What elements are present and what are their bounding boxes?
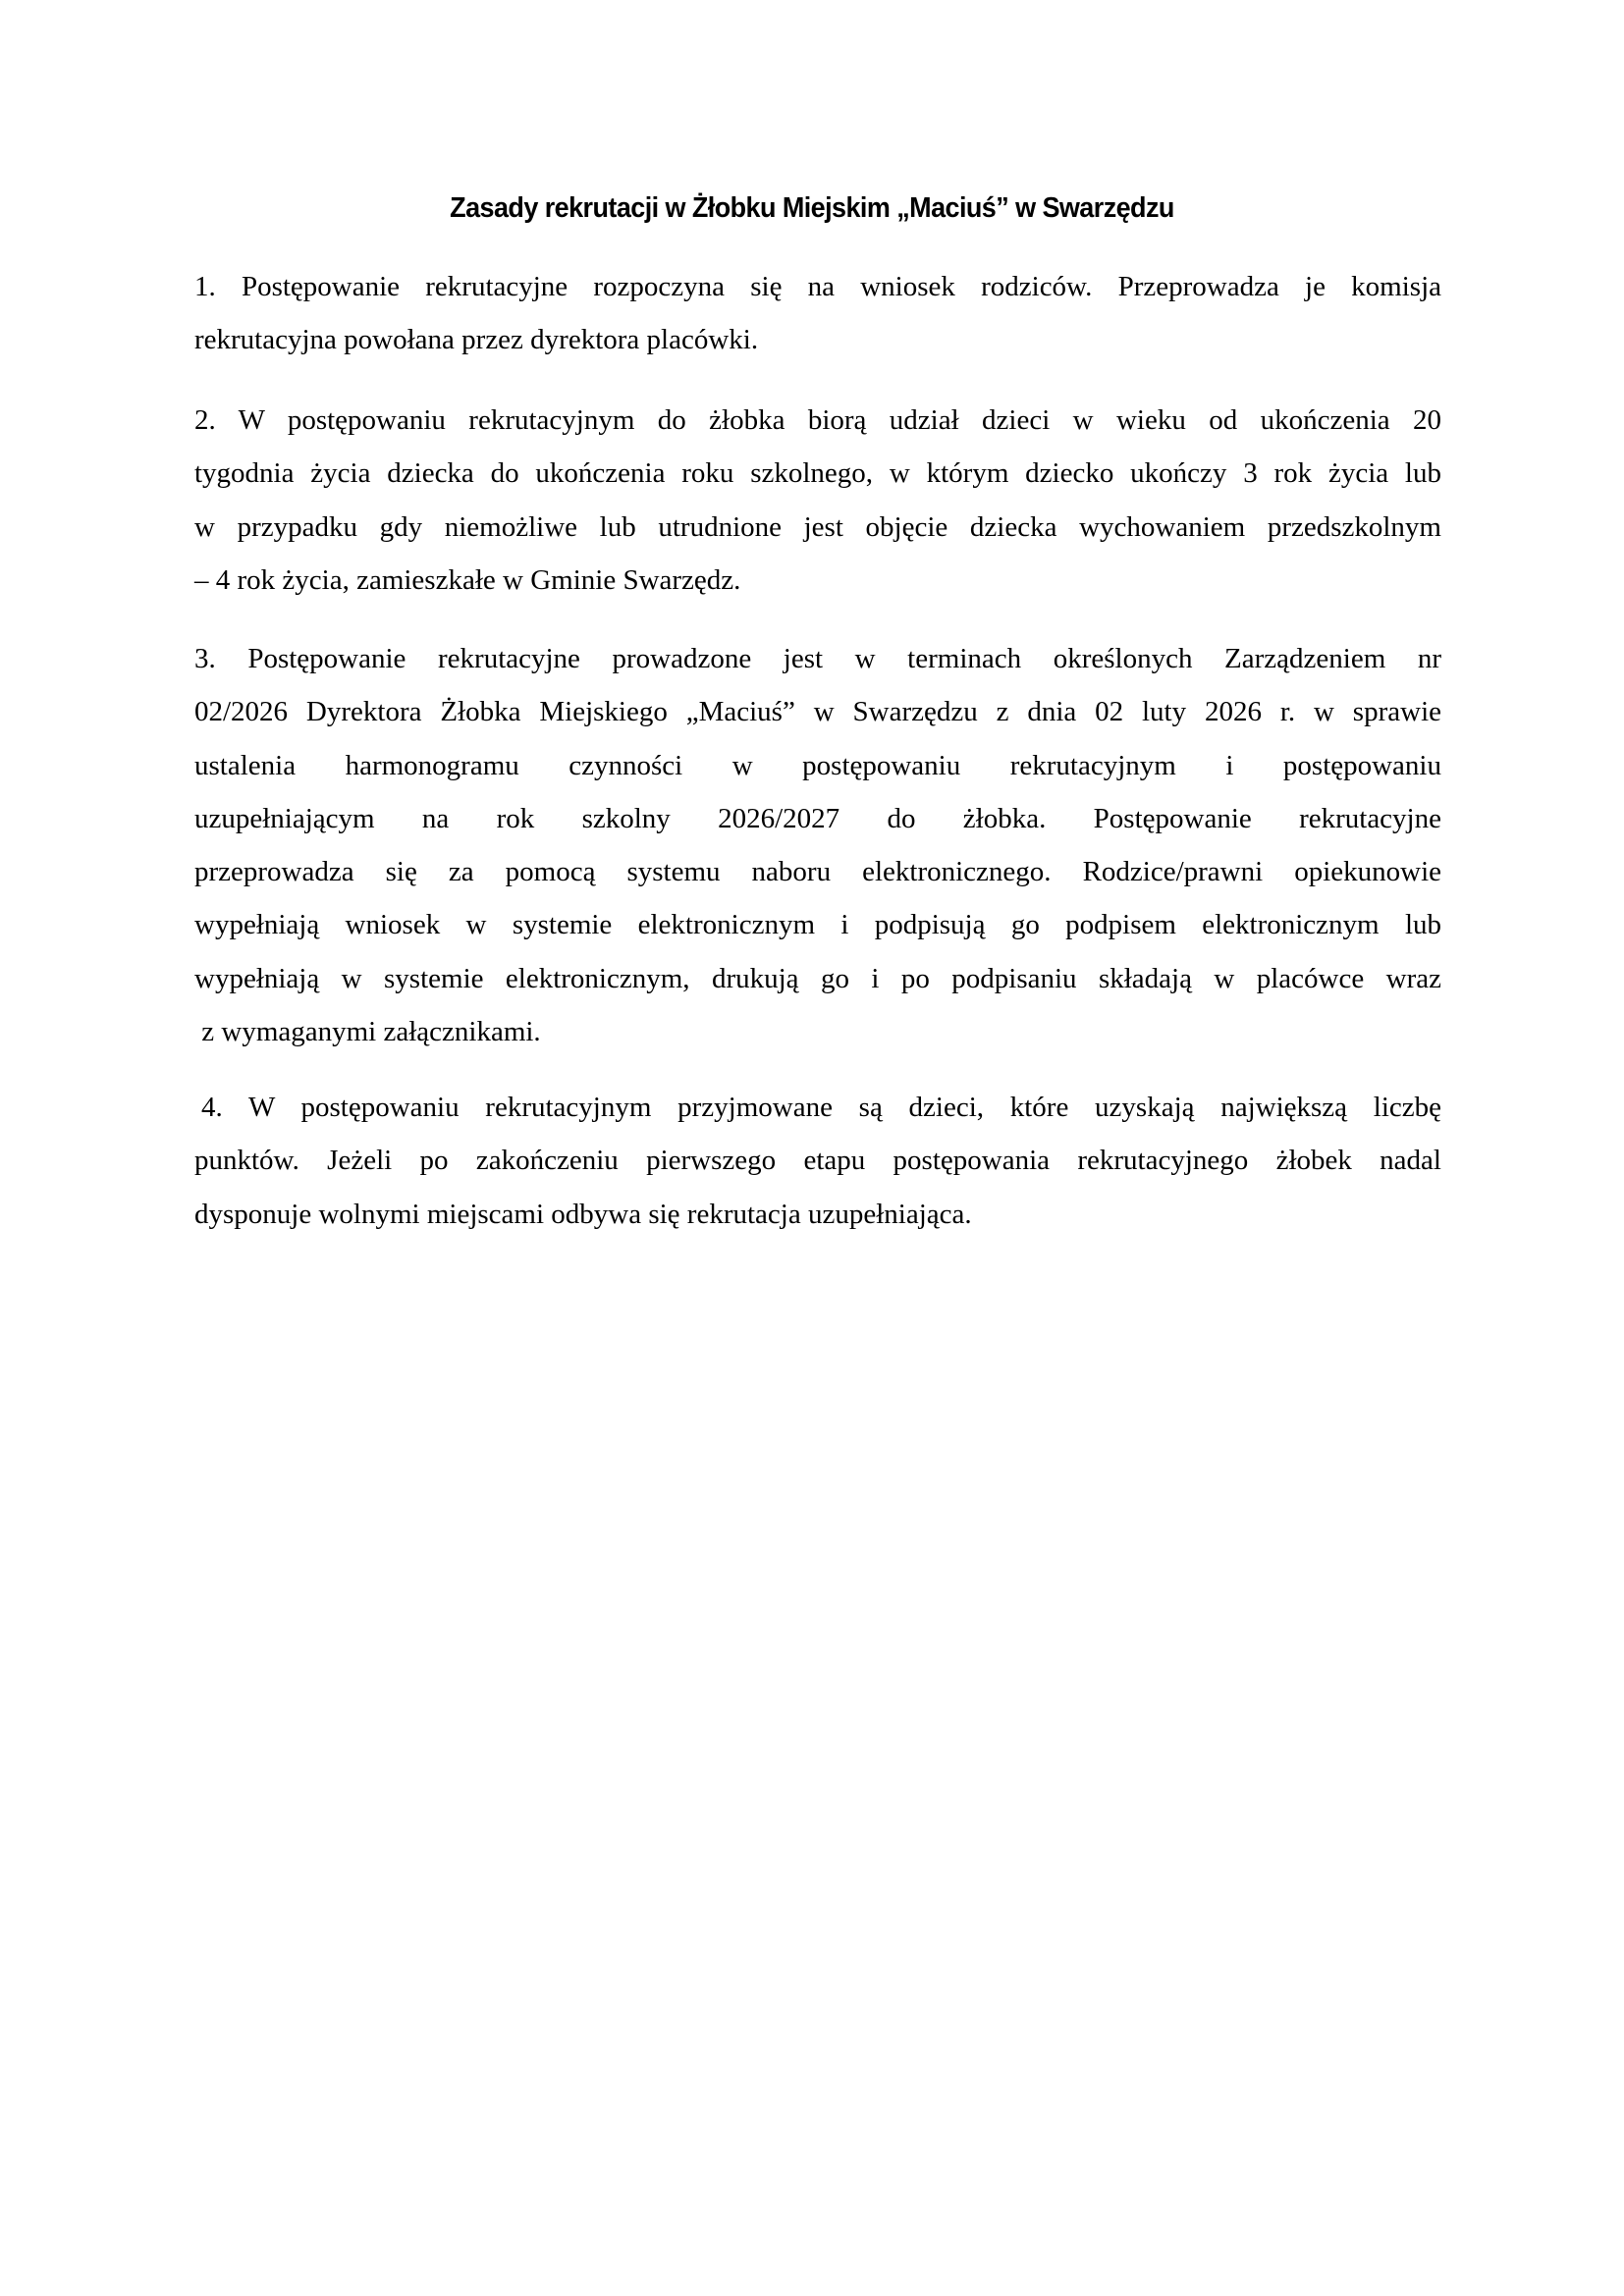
paragraph-line: przeprowadza się za pomocą systemu naboru elektronicznego. Rodzice/prawni opiekunowie [194, 856, 1441, 888]
paragraph-4 [194, 1081, 1441, 1241]
paragraph-line: – 4 rok życia, zamieszkałe w Gminie Swarzędz. [194, 563, 741, 596]
paragraph-line: z wymaganymi załącznikami. [194, 1016, 541, 1048]
paragraph-3 [194, 632, 1441, 1058]
paragraph-line: 1. Postępowanie rekrutacyjne rozpoczyna się na wniosek rodziców. Przeprowadza je komisja [194, 271, 1441, 302]
paragraph-line: ustalenia harmonogramu czynności w postępowaniu rekrutacyjnym i postępowaniu [194, 749, 1441, 781]
paragraph-line: 02/2026 Dyrektora Żłobka Miejskiego „Maciuś” w Swarzędzu z dnia 02 luty 2026 r. w sprawie [194, 696, 1441, 728]
paragraph-line: 3. Postępowanie rekrutacyjne prowadzone jest w terminach określonych Zarządzeniem nr [194, 643, 1441, 674]
paragraph-line: w przypadku gdy niemożliwe lub utrudnione jest objęcie dziecka wychowaniem przedszkolnym [194, 510, 1441, 543]
paragraph-line: 4. W postępowaniu rekrutacyjnym przyjmowane są dzieci, które uzyskają największą liczbę [201, 1092, 1441, 1123]
paragraph-2 [194, 394, 1441, 607]
paragraph-line: rekrutacyjna powołana przez dyrektora placówki. [194, 324, 759, 356]
paragraph-line: wypełniają w systemie elektronicznym, drukują go i po podpisaniu składają w placówce wraz [194, 962, 1441, 994]
paragraph-line: punktów. Jeżeli po zakończeniu pierwszego etapu postępowania rekrutacyjnego żłobek nadal [194, 1145, 1441, 1177]
paragraph-line: wypełniają wniosek w systemie elektronicznym i podpisują go podpisem elektronicznym lub [194, 909, 1441, 941]
document-title: Zasady rekrutacji w Żłobku Miejskim „Maciuś” w Swarzędzu [450, 192, 1174, 224]
paragraph-line: uzupełniającym na rok szkolny 2026/2027 do żłobka. Postępowanie rekrutacyjne [194, 802, 1441, 834]
paragraph-line: dysponuje wolnymi miejscami odbywa się rekrutacja uzupełniająca. [194, 1198, 972, 1230]
paragraph-line: tygodnia życia dziecka do ukończenia roku szkolnego, w którym dziecko ukończy 3 rok życia lub [194, 457, 1441, 490]
paragraph-1 [194, 260, 1441, 367]
paragraph-line: 2. W postępowaniu rekrutacyjnym do żłobka biorą udział dzieci w wieku od ukończenia 20 [194, 404, 1441, 436]
